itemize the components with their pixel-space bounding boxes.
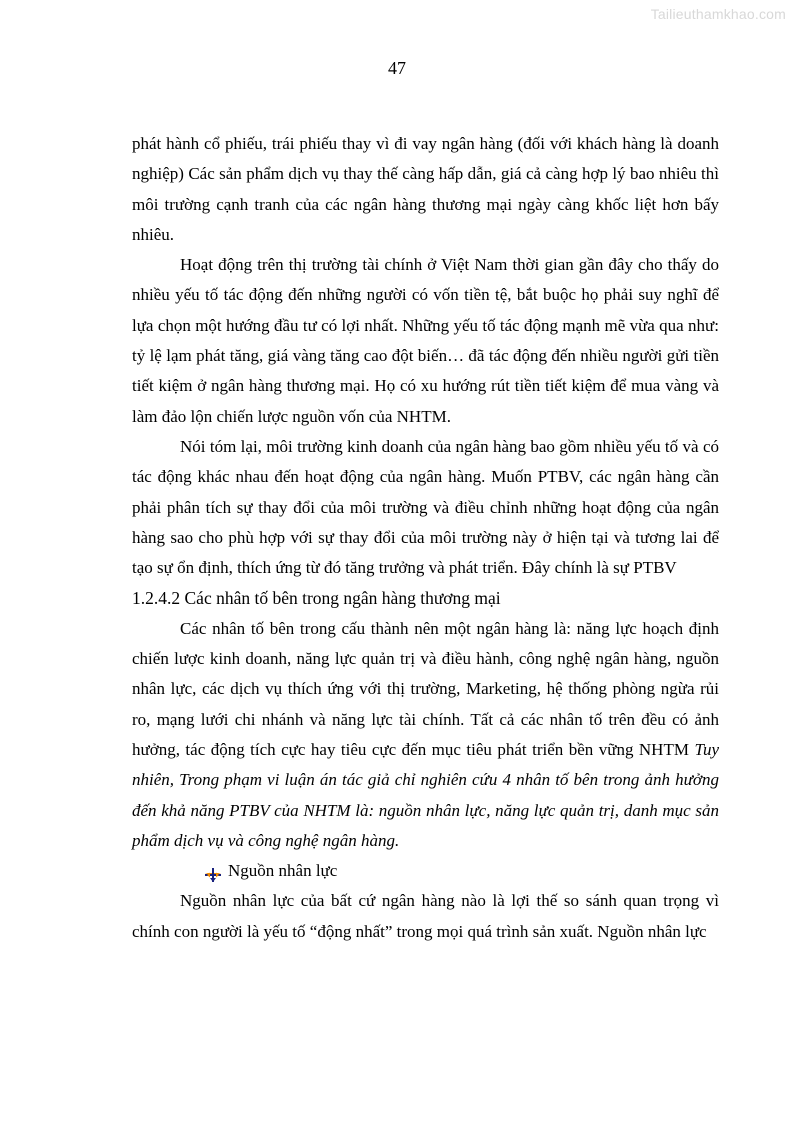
paragraph-4 bbox=[132, 614, 719, 856]
watermark: Tailieuthamkhao.com bbox=[650, 6, 786, 22]
section-heading: 1.2.4.2 Các nhân tố bên trong ngân hàng thương mại bbox=[132, 588, 501, 609]
paragraph-4-italic: Tuy nhiên, Trong phạm vi luận án tác giả chỉ nghiên cứu 4 nhân tố bên trong ảnh hưởng đến khả năng PTBV của NHTM là: nguồn nhân lực, năng lực quản trị, danh mục sản phẩm dịch vụ và công nghệ ngân hàng. bbox=[132, 739, 719, 850]
paragraph-2: Hoạt động trên thị trường tài chính ở Việt Nam thời gian gần đây cho thấy do nhiều yếu tố tác động đến những người có vốn tiền tệ, bắt buộc họ phải suy nghĩ để lựa chọn một hướng đầu tư có lợi nhất. Những yếu tố tác động mạnh mẽ vừa qua như: tỷ lệ lạm phát tăng, giá vàng tăng cao đột biến… đã tác động đến nhiều người gửi tiền tiết kiệm ở ngân hàng thương mại. Họ có xu hướng rút tiền tiết kiệm để mua vàng và làm đảo lộn chiến lược nguồn vốn của NHTM. bbox=[132, 255, 719, 426]
paragraph-5: Nguồn nhân lực của bất cứ ngân hàng nào là lợi thế so sánh quan trọng vì chính con người là yếu tố “động nhất” trong mọi quá trình sản xuất. Nguồn nhân lực bbox=[132, 891, 719, 941]
page-number: 47 bbox=[388, 58, 406, 78]
paragraph-4-text: Các nhân tố bên trong cấu thành nên một ngân hàng là: năng lực hoạch định chiến lược kinh doanh, năng lực quản trị và điều hành, công nghệ ngân hàng, nguồn nhân lực, các dịch vụ thích ứng với thị trường, Marketing, hệ thống phòng ngừa rủi ro, mạng lưới chi nhánh và năng lực tài chính. Tất cả các nhân tố trên đều có ảnh hưởng, tác động tích cực hay tiêu cực đến mục tiêu phát triển bền vững NHTM bbox=[132, 618, 719, 759]
document-body bbox=[132, 129, 719, 947]
four-arrows-icon bbox=[204, 863, 222, 879]
bullet-label: Nguồn nhân lực bbox=[228, 861, 338, 881]
paragraph-1: phát hành cổ phiếu, trái phiếu thay vì đi vay ngân hàng (đối với khách hàng là doanh nghiệp) Các sản phẩm dịch vụ thay thế càng hấp dẫn, giá cả càng hợp lý bao nhiêu thì môi trường cạnh tranh của các ngân hàng thương mại ngày càng khốc liệt hơn bấy nhiêu. bbox=[132, 134, 719, 244]
bullet-item bbox=[132, 856, 719, 886]
paragraph-3: Nói tóm lại, môi trường kinh doanh của ngân hàng bao gồm nhiều yếu tố và có tác động khác nhau đến hoạt động của ngân hàng. Muốn PTBV, các ngân hàng cần phải phân tích sự thay đổi của môi trường và điều chỉnh những hoạt động của ngân hàng sao cho phù hợp với sự thay đổi của môi trường này ở hiện tại và tương lai để tạo sự ổn định, thích ứng từ đó tăng trưởng và phát triển. Đây chính là sự PTBV bbox=[132, 436, 719, 578]
